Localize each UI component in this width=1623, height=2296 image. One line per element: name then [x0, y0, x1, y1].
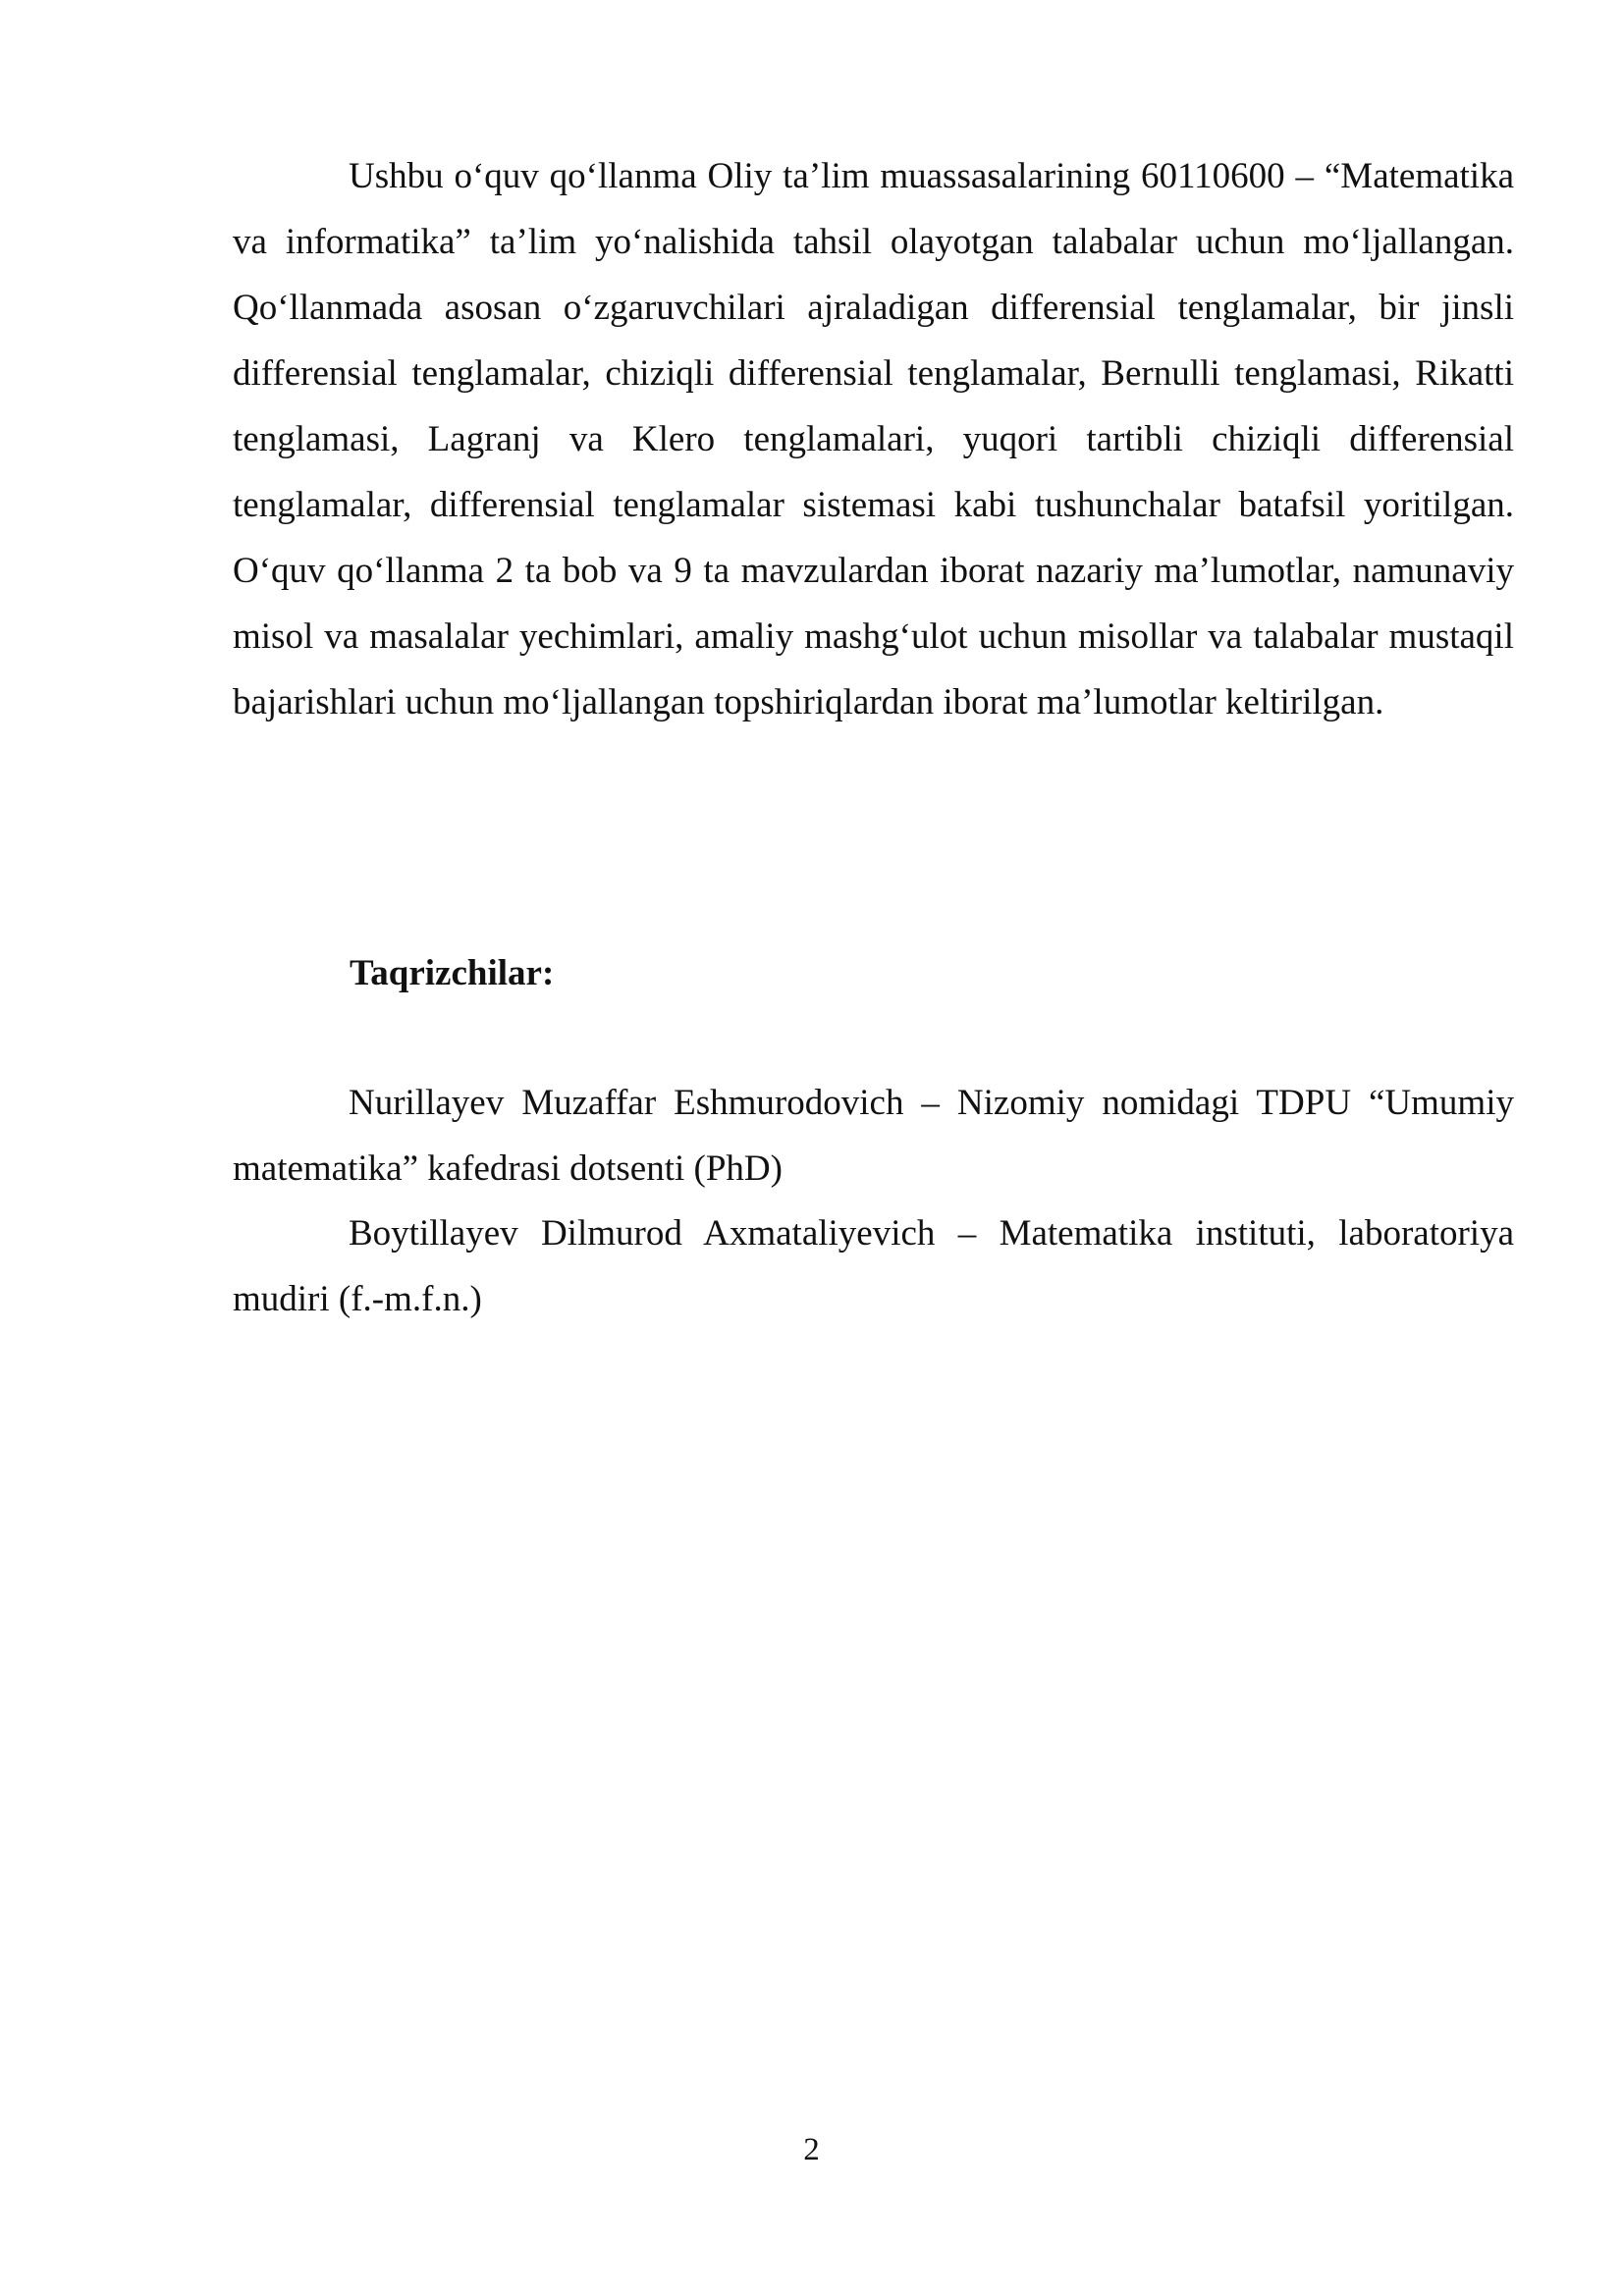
abstract-paragraph: Ushbu o‘quv qo‘llanma Oliy ta’lim muassasalarining 60110600 – “Matematika va informatika” ta’lim yo‘nalishida tahsil olayotgan talabalar uchun mo‘ljallangan. Qo‘llanmada asosan o‘zgaruvchilari ajraladigan differensial tenglamalar, bir jinsli differensial tenglamalar, chiziqli differensial tenglamalar, Bernulli tenglamasi, Rikatti tenglamasi, Lagranj va Klero tenglamalari, yuqori tartibli chiziqli differensial tenglamalar, differensial tenglamalar sistemasi kabi tushunchalar batafsil yoritilgan. O‘quv qo‘llanma 2 ta bob va 9 ta mavzulardan iborat nazariy ma’lumotlar, namunaviy misol va masalalar yechimlari, amaliy mashg‘ulot uchun misollar va talabalar mustaqil bajarishlari uchun mo‘ljallangan topshiriqlardan iborat ma’lumotlar keltirilgan.: [233, 156, 1514, 722]
reviewer-entry-1: Nurillayev Muzaffar Eshmurodovich – Nizomiy nomidagi TDPU “Umumiy matematika” kafedrasi dotsenti (PhD): [233, 1083, 1514, 1189]
reviewers-heading: Taqrizchilar:: [350, 953, 555, 993]
reviewer-entry-2: Boytillayev Dilmurod Axmataliyevich – Matematika instituti, laboratoriya mudiri (f.-m.f.n.): [233, 1213, 1514, 1319]
page-number: 2: [803, 2132, 820, 2167]
